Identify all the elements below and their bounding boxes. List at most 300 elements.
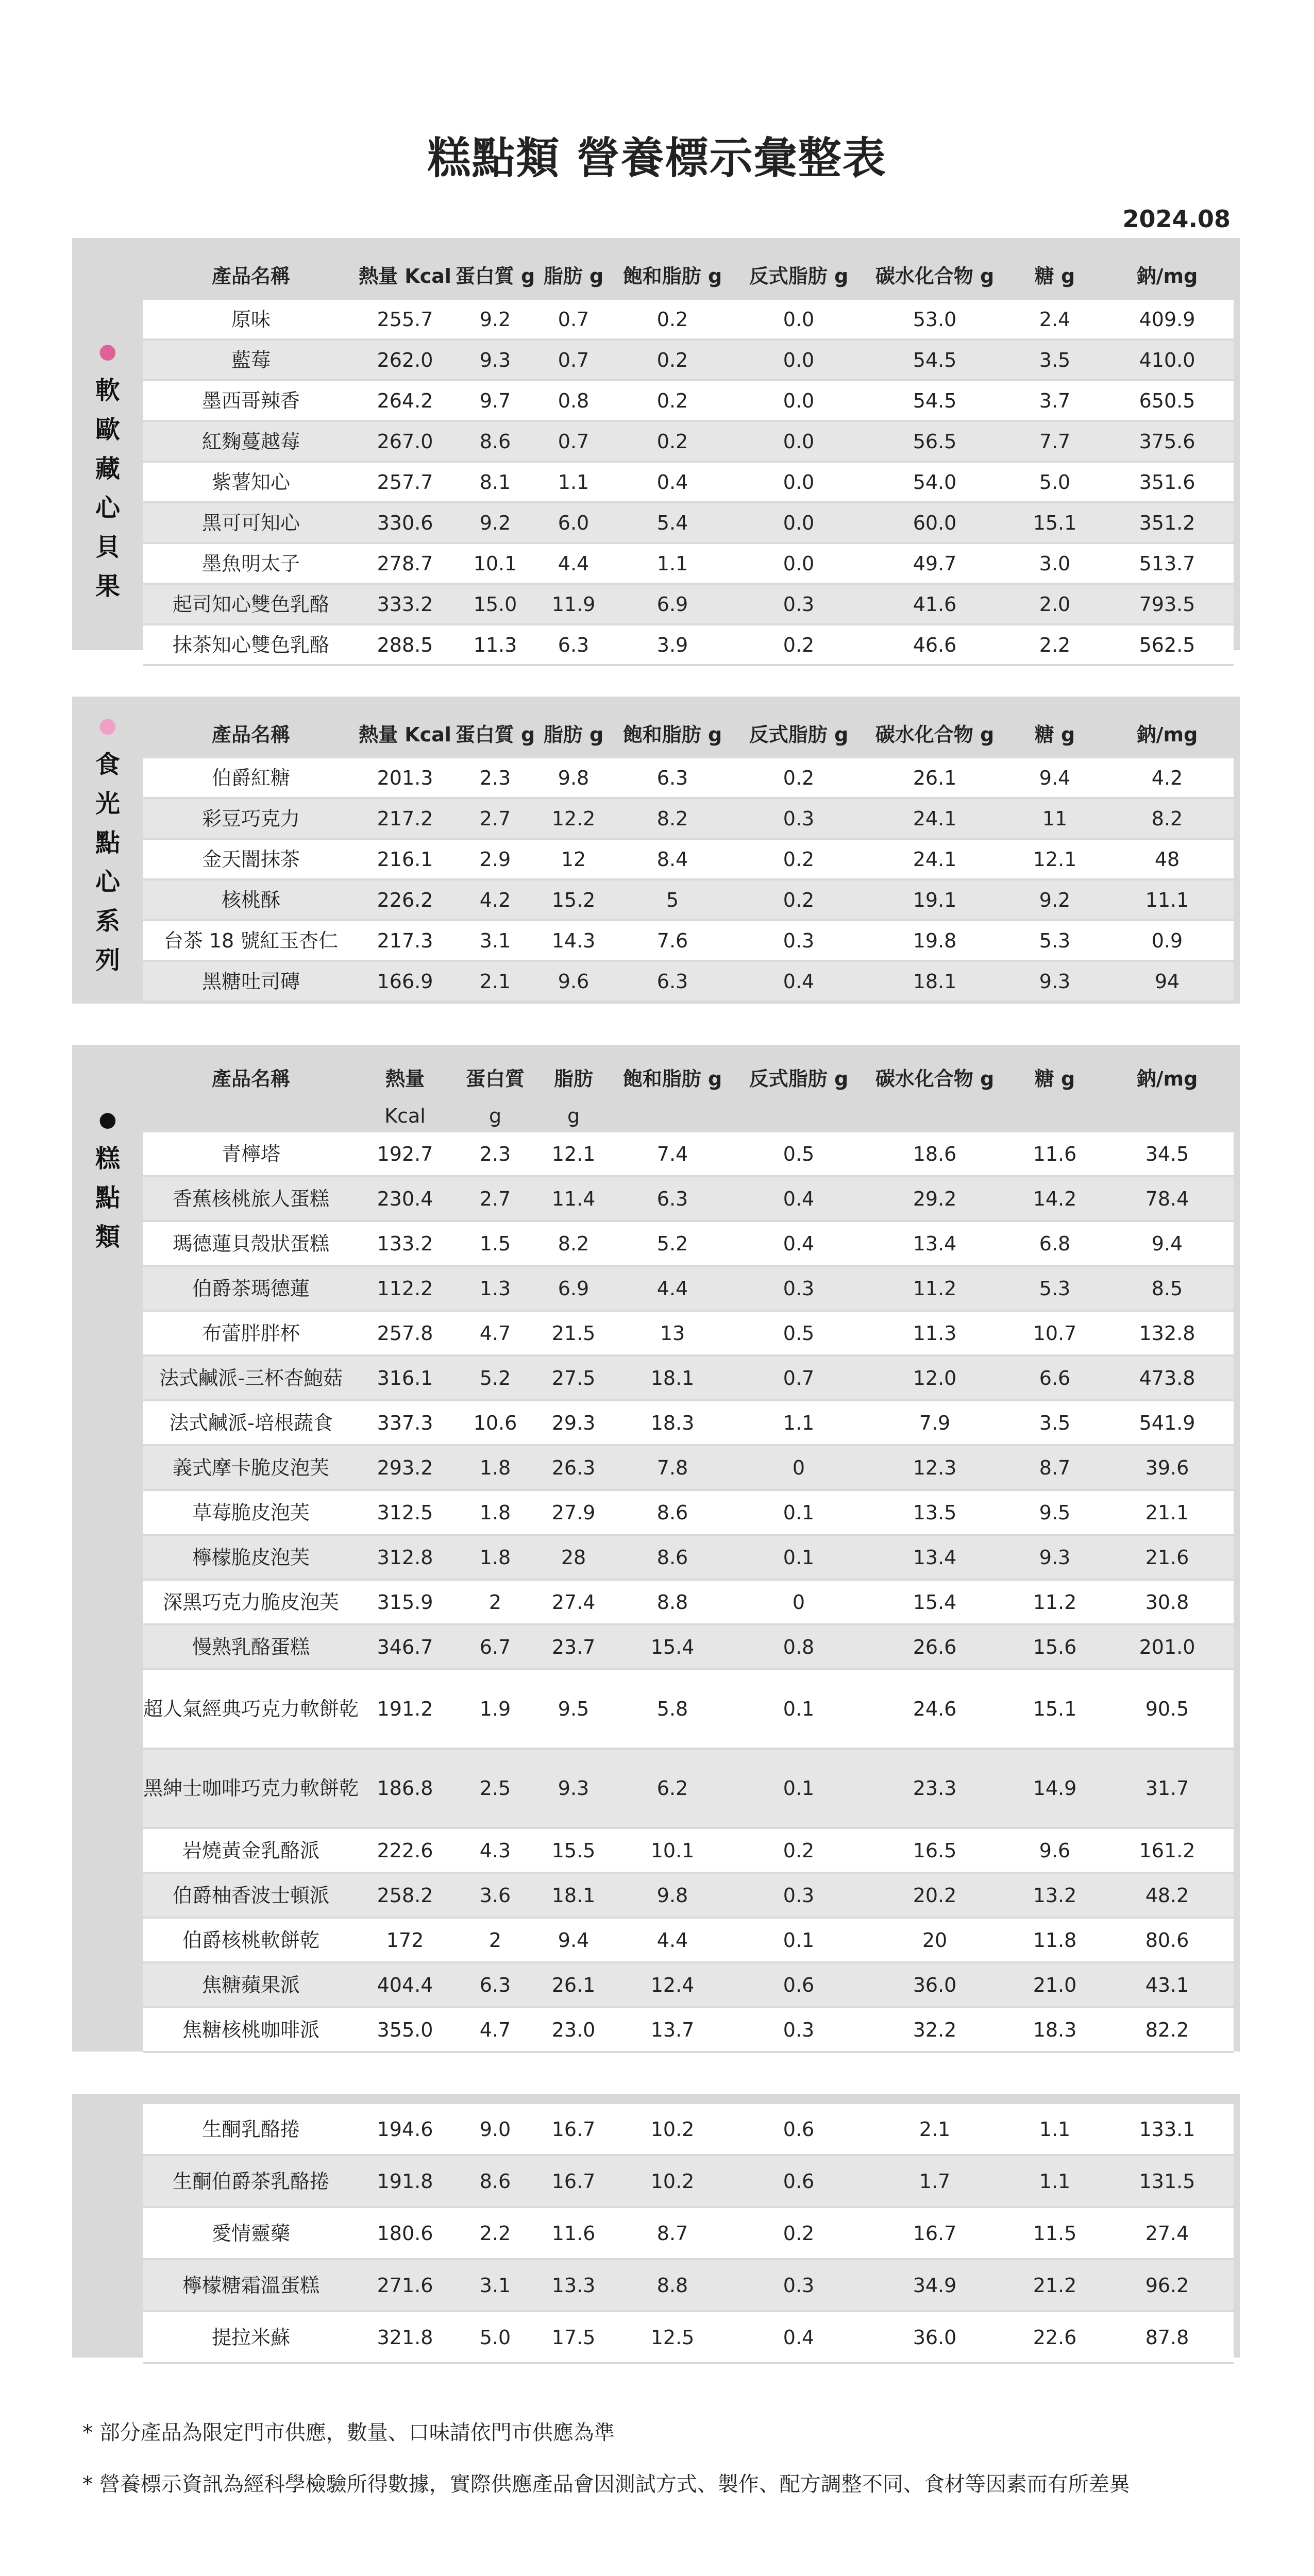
column-header: 飽和脂肪 g <box>608 1055 737 1099</box>
nutrition-value-cell: 4.4 <box>608 1266 737 1311</box>
nutrition-value-cell: 375.6 <box>1101 421 1234 462</box>
nutrition-value-cell: 13.4 <box>861 1535 1009 1580</box>
nutrition-value-cell: 9.5 <box>1009 1490 1101 1535</box>
product-name-cell: 金天闇抹茶 <box>143 839 359 879</box>
column-header: 熱量 Kcal <box>359 248 451 300</box>
nutrition-value-cell: 78.4 <box>1101 1176 1234 1221</box>
table-row <box>143 1535 1234 1580</box>
nutrition-value-cell: 112.2 <box>359 1266 451 1311</box>
nutrition-value-cell: 0.0 <box>737 340 861 380</box>
table-row <box>143 798 1234 839</box>
table-row <box>143 2311 1234 2363</box>
nutrition-value-cell: 2 <box>451 1918 539 1962</box>
table-row <box>143 1355 1234 1400</box>
nutrition-value-cell: 410.0 <box>1101 340 1234 380</box>
nutrition-value-cell: 0.0 <box>737 421 861 462</box>
section-label-char: 歐 <box>95 415 120 444</box>
nutrition-value-cell: 54.0 <box>861 462 1009 502</box>
column-unit-header <box>861 1099 1009 1132</box>
nutrition-value-cell: 12 <box>539 839 608 879</box>
nutrition-value-cell: 0.0 <box>737 543 861 584</box>
product-name-cell: 墨西哥辣香 <box>143 380 359 421</box>
nutrition-value-cell: 12.0 <box>861 1355 1009 1400</box>
nutrition-value-cell: 4.3 <box>451 1828 539 1873</box>
product-name-cell: 草莓脆皮泡芙 <box>143 1490 359 1535</box>
nutrition-value-cell: 0.0 <box>737 380 861 421</box>
nutrition-value-cell: 13.7 <box>608 2007 737 2052</box>
nutrition-value-cell: 41.6 <box>861 584 1009 624</box>
nutrition-value-cell: 3.5 <box>1009 1400 1101 1445</box>
nutrition-value-cell: 0.0 <box>737 300 861 340</box>
product-name-cell: 伯爵核桃軟餅乾 <box>143 1918 359 1962</box>
nutrition-value-cell: 0.2 <box>737 879 861 920</box>
table-row <box>143 1962 1234 2007</box>
nutrition-value-cell: 4.2 <box>1101 758 1234 798</box>
nutrition-value-cell: 9.2 <box>1009 879 1101 920</box>
table-row <box>143 961 1234 1002</box>
nutrition-value-cell: 12.3 <box>861 1445 1009 1490</box>
nutrition-value-cell: 9.0 <box>451 2104 539 2155</box>
nutrition-value-cell: 346.7 <box>359 1624 451 1669</box>
column-header: 糖 g <box>1009 1055 1101 1099</box>
nutrition-value-cell: 8.2 <box>608 798 737 839</box>
nutrition-value-cell: 9.7 <box>451 380 539 421</box>
section-label-char: 列 <box>95 946 120 975</box>
nutrition-value-cell: 192.7 <box>359 1132 451 1176</box>
nutrition-value-cell: 0.3 <box>737 798 861 839</box>
column-unit-header <box>143 1099 359 1132</box>
nutrition-value-cell: 315.9 <box>359 1580 451 1624</box>
table-row <box>143 1749 1234 1828</box>
nutrition-value-cell: 6.3 <box>451 1962 539 2007</box>
nutrition-value-cell: 2.3 <box>451 758 539 798</box>
table-row <box>143 1176 1234 1221</box>
column-header: 反式脂肪 g <box>737 1055 861 1099</box>
nutrition-value-cell: 48.2 <box>1101 1873 1234 1918</box>
section-bullet-icon: ● <box>98 340 117 363</box>
nutrition-value-cell: 90.5 <box>1101 1669 1234 1749</box>
nutrition-value-cell: 264.2 <box>359 380 451 421</box>
nutrition-value-cell: 230.4 <box>359 1176 451 1221</box>
nutrition-value-cell: 21.2 <box>1009 2259 1101 2311</box>
product-name-cell: 紫薯知心 <box>143 462 359 502</box>
nutrition-value-cell: 53.0 <box>861 300 1009 340</box>
section-label-char: 果 <box>95 572 120 601</box>
nutrition-value-cell: 2.1 <box>861 2104 1009 2155</box>
nutrition-value-cell: 172 <box>359 1918 451 1962</box>
nutrition-value-cell: 191.8 <box>359 2155 451 2207</box>
column-header: 熱量 Kcal <box>359 707 451 758</box>
table-row <box>143 2207 1234 2259</box>
table-row <box>143 839 1234 879</box>
table-row <box>143 920 1234 961</box>
nutrition-value-cell: 1.5 <box>451 1221 539 1266</box>
product-name-cell: 青檸塔 <box>143 1132 359 1176</box>
nutrition-value-cell: 21.6 <box>1101 1535 1234 1580</box>
nutrition-value-cell: 255.7 <box>359 300 451 340</box>
nutrition-value-cell: 7.7 <box>1009 421 1101 462</box>
product-name-cell: 岩燒黃金乳酪派 <box>143 1828 359 1873</box>
nutrition-value-cell: 27.5 <box>539 1355 608 1400</box>
nutrition-value-cell: 7.8 <box>608 1445 737 1490</box>
nutrition-value-cell: 31.7 <box>1101 1749 1234 1828</box>
column-unit-header <box>1101 1099 1234 1132</box>
nutrition-value-cell: 257.7 <box>359 462 451 502</box>
nutrition-value-cell: 5.4 <box>608 502 737 543</box>
column-unit-header: Kcal <box>359 1099 451 1132</box>
nutrition-value-cell: 29.3 <box>539 1400 608 1445</box>
column-header: 糖 g <box>1009 248 1101 300</box>
nutrition-value-cell: 11.8 <box>1009 1918 1101 1962</box>
table-row <box>143 380 1234 421</box>
nutrition-value-cell: 9.5 <box>539 1669 608 1749</box>
nutrition-value-cell: 2.2 <box>1009 624 1101 665</box>
nutrition-value-cell: 8.6 <box>608 1535 737 1580</box>
nutrition-value-cell: 7.4 <box>608 1132 737 1176</box>
nutrition-value-cell: 0.2 <box>737 2207 861 2259</box>
page-title: 糕點類 營養標示彙整表 <box>427 133 887 183</box>
nutrition-value-cell: 36.0 <box>861 1962 1009 2007</box>
nutrition-value-cell: 0.2 <box>608 421 737 462</box>
section-label-char: 心 <box>95 494 120 522</box>
nutrition-value-cell: 5.0 <box>451 2311 539 2363</box>
nutrition-value-cell: 0.3 <box>737 1873 861 1918</box>
nutrition-value-cell: 9.3 <box>1009 1535 1101 1580</box>
nutrition-value-cell: 0.4 <box>608 462 737 502</box>
nutrition-value-cell: 6.3 <box>539 624 608 665</box>
nutrition-value-cell: 39.6 <box>1101 1445 1234 1490</box>
table-row <box>143 462 1234 502</box>
nutrition-value-cell: 330.6 <box>359 502 451 543</box>
nutrition-value-cell: 87.8 <box>1101 2311 1234 2363</box>
nutrition-value-cell: 16.7 <box>861 2207 1009 2259</box>
nutrition-value-cell: 11.2 <box>861 1266 1009 1311</box>
nutrition-value-cell: 23.3 <box>861 1749 1009 1828</box>
column-unit-header: g <box>539 1099 608 1132</box>
nutrition-value-cell: 82.2 <box>1101 2007 1234 2052</box>
product-name-cell: 法式鹹派-培根蔬食 <box>143 1400 359 1445</box>
nutrition-value-cell: 2.0 <box>1009 584 1101 624</box>
nutrition-value-cell: 21.1 <box>1101 1490 1234 1535</box>
table-row <box>143 1828 1234 1873</box>
column-header: 鈉/mg <box>1101 1055 1234 1099</box>
nutrition-value-cell: 10.1 <box>451 543 539 584</box>
nutrition-value-cell: 180.6 <box>359 2207 451 2259</box>
section-side-label <box>72 238 143 650</box>
nutrition-value-cell: 34.9 <box>861 2259 1009 2311</box>
nutrition-value-cell: 4.7 <box>451 1311 539 1355</box>
product-name-cell: 檸檬脆皮泡芙 <box>143 1535 359 1580</box>
nutrition-value-cell: 11.2 <box>1009 1580 1101 1624</box>
product-name-cell: 生酮伯爵茶乳酪捲 <box>143 2155 359 2207</box>
table-row <box>143 1400 1234 1445</box>
nutrition-value-cell: 21.0 <box>1009 1962 1101 2007</box>
nutrition-value-cell: 12.5 <box>608 2311 737 2363</box>
nutrition-value-cell: 8.8 <box>608 1580 737 1624</box>
nutrition-value-cell: 321.8 <box>359 2311 451 2363</box>
nutrition-value-cell: 3.9 <box>608 624 737 665</box>
product-name-cell: 伯爵紅糖 <box>143 758 359 798</box>
nutrition-value-cell: 1.8 <box>451 1490 539 1535</box>
nutrition-value-cell: 8.4 <box>608 839 737 879</box>
table-row <box>143 1918 1234 1962</box>
nutrition-value-cell: 96.2 <box>1101 2259 1234 2311</box>
nutrition-value-cell: 54.5 <box>861 340 1009 380</box>
product-name-cell: 核桃酥 <box>143 879 359 920</box>
column-header: 糖 g <box>1009 707 1101 758</box>
nutrition-table <box>143 1055 1234 2053</box>
nutrition-value-cell: 8.2 <box>539 1221 608 1266</box>
product-name-cell: 超人氣經典巧克力軟餅乾 <box>143 1669 359 1749</box>
nutrition-value-cell: 0.9 <box>1101 920 1234 961</box>
nutrition-value-cell: 10.2 <box>608 2104 737 2155</box>
column-header: 脂肪 g <box>539 707 608 758</box>
nutrition-value-cell: 5.2 <box>608 1221 737 1266</box>
product-name-cell: 布蕾胖胖杯 <box>143 1311 359 1355</box>
nutrition-value-cell: 1.1 <box>1009 2104 1101 2155</box>
column-header: 反式脂肪 g <box>737 707 861 758</box>
nutrition-value-cell: 0.4 <box>737 2311 861 2363</box>
nutrition-value-cell: 513.7 <box>1101 543 1234 584</box>
nutrition-value-cell: 267.0 <box>359 421 451 462</box>
nutrition-value-cell: 9.6 <box>539 961 608 1002</box>
nutrition-value-cell: 0.4 <box>737 1176 861 1221</box>
nutrition-value-cell: 6.0 <box>539 502 608 543</box>
nutrition-value-cell: 257.8 <box>359 1311 451 1355</box>
nutrition-value-cell: 54.5 <box>861 380 1009 421</box>
nutrition-value-cell: 9.6 <box>1009 1828 1101 1873</box>
section-label-char: 貝 <box>95 533 120 562</box>
nutrition-value-cell: 1.8 <box>451 1535 539 1580</box>
nutrition-value-cell: 0.3 <box>737 920 861 961</box>
nutrition-value-cell: 288.5 <box>359 624 451 665</box>
nutrition-value-cell: 216.1 <box>359 839 451 879</box>
nutrition-value-cell: 312.8 <box>359 1535 451 1580</box>
nutrition-value-cell: 0.1 <box>737 1749 861 1828</box>
nutrition-value-cell: 0.1 <box>737 1490 861 1535</box>
product-name-cell: 藍莓 <box>143 340 359 380</box>
nutrition-value-cell: 3.7 <box>1009 380 1101 421</box>
nutrition-value-cell: 3.1 <box>451 2259 539 2311</box>
nutrition-value-cell: 9.3 <box>539 1749 608 1828</box>
nutrition-value-cell: 15.1 <box>1009 1669 1101 1749</box>
nutrition-value-cell: 1.1 <box>608 543 737 584</box>
nutrition-value-cell: 27.9 <box>539 1490 608 1535</box>
nutrition-value-cell: 133.2 <box>359 1221 451 1266</box>
nutrition-value-cell: 2.1 <box>451 961 539 1002</box>
nutrition-value-cell: 4.2 <box>451 879 539 920</box>
nutrition-value-cell: 27.4 <box>539 1580 608 1624</box>
nutrition-value-cell: 0.1 <box>737 1535 861 1580</box>
product-name-cell: 焦糖核桃咖啡派 <box>143 2007 359 2052</box>
nutrition-value-cell: 18.1 <box>539 1873 608 1918</box>
nutrition-value-cell: 20 <box>861 1918 1009 1962</box>
nutrition-value-cell: 0.1 <box>737 1918 861 1962</box>
nutrition-value-cell: 5.3 <box>1009 920 1101 961</box>
nutrition-value-cell: 278.7 <box>359 543 451 584</box>
nutrition-value-cell: 11.3 <box>861 1311 1009 1355</box>
nutrition-value-cell: 6.3 <box>608 1176 737 1221</box>
product-name-cell: 生酮乳酪捲 <box>143 2104 359 2155</box>
section-side-label <box>72 1045 143 2052</box>
product-name-cell: 法式鹹派-三杯杏鮑菇 <box>143 1355 359 1400</box>
section-label-char: 軟 <box>95 376 120 405</box>
nutrition-value-cell: 8.2 <box>1101 798 1234 839</box>
nutrition-value-cell: 8.6 <box>451 2155 539 2207</box>
nutrition-value-cell: 24.6 <box>861 1669 1009 1749</box>
nutrition-value-cell: 0.7 <box>539 300 608 340</box>
nutrition-value-cell: 15.0 <box>451 584 539 624</box>
table-row <box>143 2259 1234 2311</box>
nutrition-value-cell: 4.4 <box>608 1918 737 1962</box>
nutrition-value-cell: 0.2 <box>608 340 737 380</box>
nutrition-value-cell: 18.6 <box>861 1132 1009 1176</box>
nutrition-value-cell: 1.1 <box>1009 2155 1101 2207</box>
column-header: 產品名稱 <box>143 1055 359 1099</box>
product-name-cell: 深黑巧克力脆皮泡芙 <box>143 1580 359 1624</box>
nutrition-value-cell: 222.6 <box>359 1828 451 1873</box>
nutrition-value-cell: 15.1 <box>1009 502 1101 543</box>
nutrition-value-cell: 2.4 <box>1009 300 1101 340</box>
nutrition-value-cell: 7.6 <box>608 920 737 961</box>
column-header: 熱量 <box>359 1055 451 1099</box>
nutrition-value-cell: 11.3 <box>451 624 539 665</box>
table-row <box>143 1873 1234 1918</box>
nutrition-value-cell: 6.2 <box>608 1749 737 1828</box>
product-name-cell: 紅麴蔓越莓 <box>143 421 359 462</box>
nutrition-value-cell: 19.8 <box>861 920 1009 961</box>
column-unit-header <box>608 1099 737 1132</box>
nutrition-value-cell: 7.9 <box>861 1400 1009 1445</box>
nutrition-value-cell: 11 <box>1009 798 1101 839</box>
product-name-cell: 墨魚明太子 <box>143 543 359 584</box>
table-row <box>143 1266 1234 1311</box>
nutrition-value-cell: 9.4 <box>539 1918 608 1962</box>
nutrition-value-cell: 6.3 <box>608 758 737 798</box>
nutrition-value-cell: 3.5 <box>1009 340 1101 380</box>
nutrition-value-cell: 201.3 <box>359 758 451 798</box>
nutrition-value-cell: 217.2 <box>359 798 451 839</box>
nutrition-value-cell: 9.4 <box>1101 1221 1234 1266</box>
nutrition-value-cell: 6.6 <box>1009 1355 1101 1400</box>
nutrition-value-cell: 1.8 <box>451 1445 539 1490</box>
product-name-cell: 原味 <box>143 300 359 340</box>
nutrition-value-cell: 56.5 <box>861 421 1009 462</box>
table-row <box>143 1624 1234 1669</box>
nutrition-value-cell: 10.6 <box>451 1400 539 1445</box>
nutrition-value-cell: 11.4 <box>539 1176 608 1221</box>
table-subheader-row <box>143 1099 1234 1132</box>
nutrition-value-cell: 8.5 <box>1101 1266 1234 1311</box>
column-header: 鈉/mg <box>1101 248 1234 300</box>
section-label-char: 光 <box>95 789 120 818</box>
nutrition-value-cell: 3.0 <box>1009 543 1101 584</box>
nutrition-value-cell: 0.2 <box>737 758 861 798</box>
nutrition-table <box>143 707 1234 1003</box>
nutrition-value-cell: 0.0 <box>737 502 861 543</box>
product-name-cell: 彩豆巧克力 <box>143 798 359 839</box>
nutrition-value-cell: 23.0 <box>539 2007 608 2052</box>
nutrition-value-cell: 60.0 <box>861 502 1009 543</box>
nutrition-value-cell: 18.3 <box>1009 2007 1101 2052</box>
nutrition-value-cell: 0.3 <box>737 1266 861 1311</box>
section-bullet-icon: ● <box>98 1108 117 1131</box>
nutrition-value-cell: 333.2 <box>359 584 451 624</box>
nutrition-value-cell: 1.1 <box>539 462 608 502</box>
nutrition-value-cell: 0.0 <box>737 462 861 502</box>
nutrition-value-cell: 26.3 <box>539 1445 608 1490</box>
table-row <box>143 543 1234 584</box>
column-header: 蛋白質 g <box>451 248 539 300</box>
nutrition-value-cell: 13.3 <box>539 2259 608 2311</box>
column-header: 蛋白質 g <box>451 707 539 758</box>
nutrition-value-cell: 24.1 <box>861 839 1009 879</box>
nutrition-value-cell: 11.5 <box>1009 2207 1101 2259</box>
nutrition-value-cell: 0.7 <box>737 1355 861 1400</box>
column-header: 飽和脂肪 g <box>608 248 737 300</box>
nutrition-value-cell: 473.8 <box>1101 1355 1234 1400</box>
nutrition-value-cell: 0.8 <box>539 380 608 421</box>
nutrition-value-cell: 541.9 <box>1101 1400 1234 1445</box>
nutrition-value-cell: 6.9 <box>608 584 737 624</box>
column-header: 碳水化合物 g <box>861 248 1009 300</box>
nutrition-value-cell: 11.6 <box>539 2207 608 2259</box>
nutrition-table <box>143 2104 1234 2364</box>
nutrition-value-cell: 293.2 <box>359 1445 451 1490</box>
product-name-cell: 義式摩卡脆皮泡芙 <box>143 1445 359 1490</box>
section-label-char: 食 <box>95 750 120 779</box>
nutrition-value-cell: 20.2 <box>861 1873 1009 1918</box>
nutrition-value-cell: 0.2 <box>737 624 861 665</box>
nutrition-value-cell: 0.4 <box>737 1221 861 1266</box>
nutrition-value-cell: 13.2 <box>1009 1873 1101 1918</box>
nutrition-value-cell: 0.2 <box>608 300 737 340</box>
nutrition-value-cell: 0.3 <box>737 2007 861 2052</box>
nutrition-value-cell: 15.5 <box>539 1828 608 1873</box>
nutrition-value-cell: 14.2 <box>1009 1176 1101 1221</box>
column-unit-header <box>737 1099 861 1132</box>
nutrition-value-cell: 36.0 <box>861 2311 1009 2363</box>
nutrition-value-cell: 201.0 <box>1101 1624 1234 1669</box>
nutrition-value-cell: 13.4 <box>861 1221 1009 1266</box>
nutrition-value-cell: 26.6 <box>861 1624 1009 1669</box>
nutrition-value-cell: 17.5 <box>539 2311 608 2363</box>
nutrition-value-cell: 29.2 <box>861 1176 1009 1221</box>
section-side-label <box>72 697 143 1004</box>
nutrition-value-cell: 9.4 <box>1009 758 1101 798</box>
date-label: 2024.08 <box>1122 205 1231 233</box>
product-name-cell: 提拉米蘇 <box>143 2311 359 2363</box>
nutrition-value-cell: 13 <box>608 1311 737 1355</box>
nutrition-value-cell: 6.7 <box>451 1624 539 1669</box>
nutrition-value-cell: 14.3 <box>539 920 608 961</box>
nutrition-value-cell: 46.6 <box>861 624 1009 665</box>
nutrition-value-cell: 9.3 <box>1009 961 1101 1002</box>
nutrition-value-cell: 0.4 <box>737 961 861 1002</box>
section-label-char: 糕 <box>95 1144 120 1173</box>
nutrition-value-cell: 5.2 <box>451 1355 539 1400</box>
nutrition-value-cell: 18.1 <box>608 1355 737 1400</box>
section-label-char: 心 <box>95 868 120 896</box>
nutrition-value-cell: 0.8 <box>737 1624 861 1669</box>
nutrition-value-cell: 28 <box>539 1535 608 1580</box>
nutrition-value-cell: 0.6 <box>737 2104 861 2155</box>
product-name-cell: 檸檬糖霜溫蛋糕 <box>143 2259 359 2311</box>
nutrition-value-cell: 10.2 <box>608 2155 737 2207</box>
table-row <box>143 300 1234 340</box>
nutrition-value-cell: 0.5 <box>737 1311 861 1355</box>
table-row <box>143 624 1234 665</box>
